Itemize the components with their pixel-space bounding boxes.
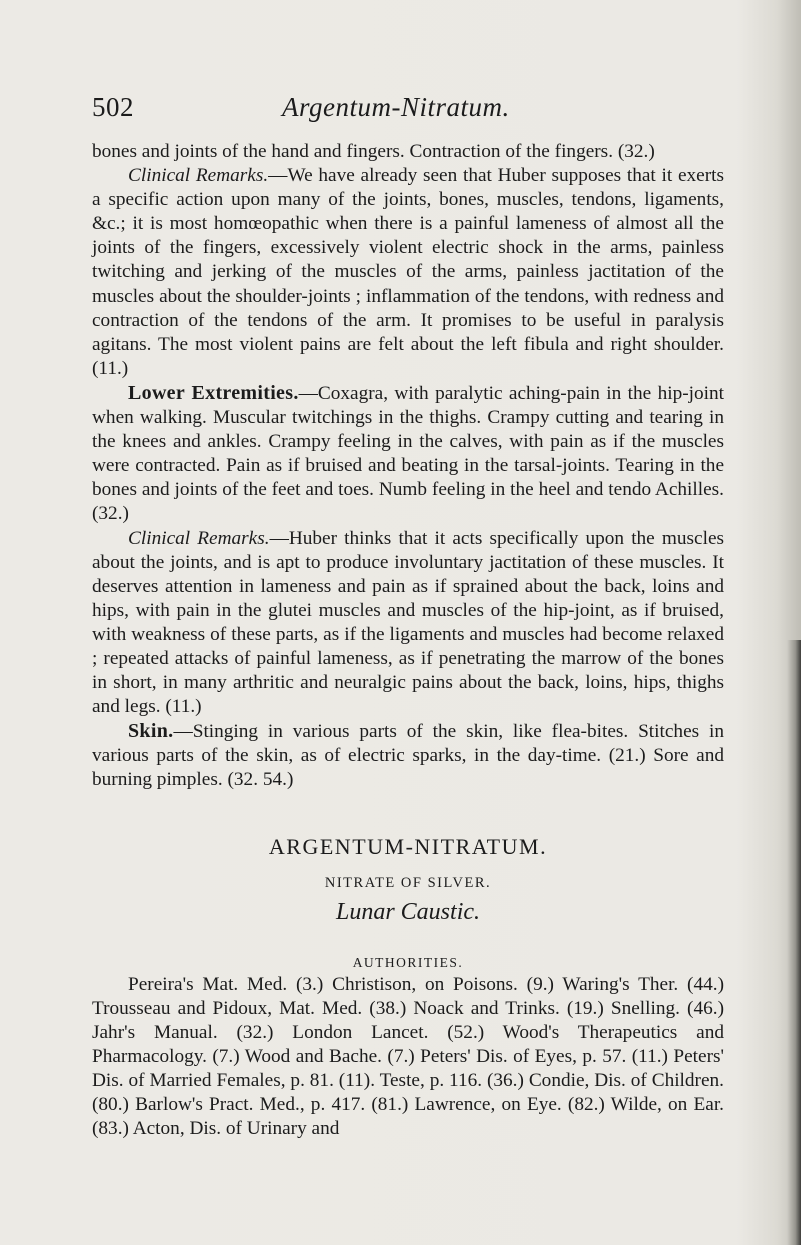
page-header bbox=[92, 92, 722, 132]
paragraph-text: —Coxagra, with paralytic aching-pain in the hip-joint when walking. Muscular twitchings in the thighs. Crampy cutting and tearing in the knees and ankles. Crampy feeling in the calves, with pain as if the muscles were contracted. Pain as if bruised and beating in the tarsal-joints. Tearing in the bones and joints of the feet and toes. Numb feeling in the heel and tendo Achilles. (32.) bbox=[92, 382, 725, 525]
paragraph-continuation: bones and joints of the hand and fingers. Contraction of the fingers. (32.) bbox=[92, 141, 655, 162]
authorities-heading: AUTHORITIES. bbox=[352, 954, 464, 970]
section-title: ARGENTUM-NITRATUM. bbox=[268, 833, 548, 859]
paragraph-lower-extremities bbox=[92, 381, 724, 527]
paragraph-clinical-remarks-1 bbox=[92, 164, 724, 381]
skin-heading: Skin. bbox=[128, 720, 174, 743]
paragraph-text: —We have already seen that Huber supposes that it exerts a specific action upon many of the joints, bones, muscles, tendons, ligaments, &c.; it is most homœopathic when there is a painful lameness of almost all the joints of the fingers, excessively violent electric shock in the arms, painless twitching and jerking of the muscles of the arms, painless jactitation of the muscles about the shoulder-joints ; inflammation of the tendons, with redness and contraction of the tendons of the arm. It promises to be useful in paralysis agitans. The most violent pains are felt about the left fibula and right shoulder. (11.) bbox=[92, 165, 724, 379]
section-title-block bbox=[92, 833, 724, 973]
lower-extremities-heading: Lower Extremities. bbox=[128, 381, 299, 404]
page-body bbox=[92, 140, 724, 1141]
paragraph-skin bbox=[92, 719, 724, 792]
section-subtitle: NITRATE OF SILVER. bbox=[324, 874, 492, 891]
clinical-remarks-label: Clinical Remarks. bbox=[128, 165, 269, 187]
clinical-remarks-label: Clinical Remarks. bbox=[128, 527, 270, 549]
page-edge-shadow bbox=[787, 640, 801, 1245]
paragraph-text: —Stinging in various parts of the skin, like flea-bites. Stitches in various parts of the skin, as of electric sparks, in the day-time. (21.) Sore and burning pimples. (32. 54.) bbox=[92, 721, 724, 791]
section-alt-name: Lunar Caustic. bbox=[335, 898, 481, 925]
paragraph-clinical-remarks-2 bbox=[92, 527, 724, 720]
authorities-list: Pereira's Mat. Med. (3.) Christison, on Poisons. (9.) Waring's Ther. (44.) Trousseau and Pidoux, Mat. Med. (38.) Noack and Trinks. (19.) Snelling. (46.) Jahr's Manual. (32.) London Lancet. (52.) Wood's Therapeutics and Pharmacology. (7.) Wood and Bache. (7.) Peters' Dis. of Eyes, p. 57. (11.) Peters' Dis. of Married Females, p. 81. (11). Teste, p. 116. (36.) Condie, Dis. of Children. (80.) Barlow's Pract. Med., p. 417. (81.) Lawrence, on Eye. (82.) Wilde, on Ear. (83.) Acton, Dis. of Urinary and bbox=[92, 973, 724, 1140]
paragraph-text: —Huber thinks that it acts specifically upon the muscles about the joints, and is apt to produce involuntary jactitation of these muscles. It deserves attention in lameness and pain as if sprained about the back, loins and hips, with pain in the glutei muscles and muscles of the hip-joint, as if bruised, with weakness of these parts, as if the ligaments and muscles had become relaxed ; repeated attacks of painful lameness, as if penetrating the marrow of the bones in short, in many arthritic and neuralgic pains about the back, loins, hips, thighs and legs. (11.) bbox=[92, 527, 725, 718]
page-number: 502 bbox=[92, 92, 134, 122]
running-title: Argentum-Nitratum. bbox=[282, 92, 510, 122]
